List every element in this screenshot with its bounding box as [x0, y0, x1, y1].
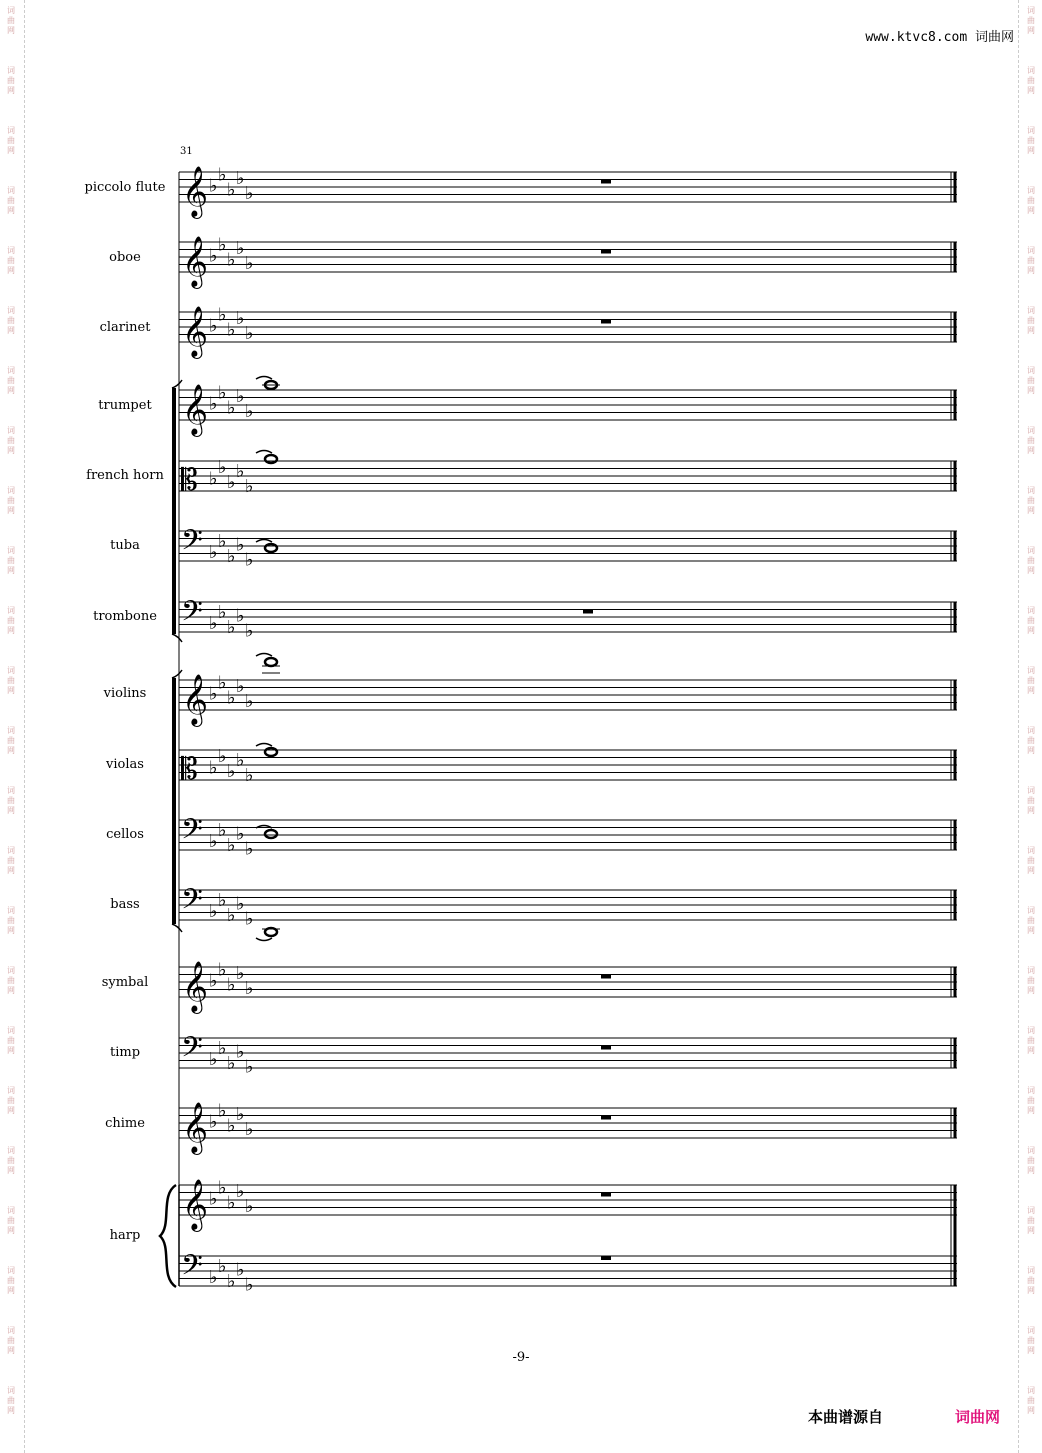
watermark-glyph: 曲	[1027, 916, 1035, 925]
flat-icon: ♭	[209, 393, 218, 415]
flat-icon: ♭	[227, 904, 236, 926]
watermark-glyph: 词	[7, 186, 15, 195]
watermark-glyph: 网	[1027, 986, 1035, 995]
flat-icon: ♭	[236, 308, 245, 329]
watermark-glyph: 曲	[1027, 1276, 1035, 1285]
watermark-glyph: 网	[7, 746, 15, 755]
whole-rest	[601, 250, 611, 254]
watermark-glyph: 曲	[1027, 16, 1035, 25]
watermark-glyph: 网	[7, 86, 15, 95]
watermark-glyph: 网	[1027, 386, 1035, 395]
watermark-glyph: 词	[1027, 606, 1035, 615]
flat-icon: ♭	[218, 164, 227, 186]
alto-clef-icon: 𝄡	[181, 463, 198, 498]
flat-icon: ♭	[236, 749, 245, 771]
watermark-glyph: 网	[1027, 1226, 1035, 1235]
whole-rest	[601, 320, 611, 324]
watermark-glyph: 词	[7, 606, 15, 615]
watermark-glyph: 曲	[1027, 376, 1035, 385]
watermark-glyph: 网	[7, 686, 15, 695]
watermark-glyph: 网	[7, 986, 15, 995]
watermark-glyph: 曲	[7, 1156, 15, 1165]
watermark-glyph: 曲	[7, 976, 15, 985]
watermark-glyph: 词	[1027, 786, 1035, 795]
flat-icon: ♭	[218, 1255, 227, 1277]
flat-icon: ♭	[245, 978, 254, 999]
whole-rest	[583, 610, 593, 614]
flat-icon: ♭	[236, 168, 245, 189]
watermark-glyph: 曲	[1027, 976, 1035, 985]
watermark-glyph: 网	[7, 26, 15, 35]
flat-icon: ♭	[245, 1119, 254, 1140]
watermark-glyph: 网	[1027, 446, 1035, 455]
watermark-glyph: 网	[7, 566, 15, 575]
flat-icon: ♭	[218, 889, 227, 911]
watermark-glyph: 网	[1027, 86, 1035, 95]
flat-icon: ♭	[227, 834, 236, 856]
flat-icon: ♭	[227, 1052, 236, 1074]
flat-icon: ♭	[218, 234, 227, 256]
watermark-glyph: 词	[7, 726, 15, 735]
watermark-glyph: 网	[1027, 506, 1035, 515]
strings-bracket-cap-top	[172, 670, 182, 678]
watermark-glyph: 曲	[1027, 856, 1035, 865]
treble-clef-icon: 𝄞	[182, 674, 209, 725]
watermark-glyph: 词	[7, 786, 15, 795]
site-name[interactable]: 词曲网	[974, 30, 1014, 45]
watermark-glyph: 网	[1027, 866, 1035, 875]
watermark-glyph: 词	[1027, 1146, 1035, 1155]
flat-icon: ♭	[227, 1270, 236, 1292]
watermark-glyph: 曲	[7, 856, 15, 865]
whole-rest	[601, 180, 611, 184]
watermark-glyph: 曲	[1027, 136, 1035, 145]
whole-note	[265, 830, 277, 838]
watermark-glyph: 网	[7, 506, 15, 515]
watermark-glyph: 词	[1027, 186, 1035, 195]
flat-icon: ♭	[245, 691, 254, 712]
watermark-glyph: 曲	[1027, 1036, 1035, 1045]
watermark-glyph: 网	[1027, 146, 1035, 155]
treble-clef-icon: 𝄞	[182, 961, 209, 1012]
watermark-glyph: 网	[1027, 266, 1035, 275]
watermark-glyph: 曲	[7, 1096, 15, 1105]
watermark-glyph: 曲	[7, 676, 15, 685]
measure-number: 31	[180, 146, 193, 157]
watermark-glyph: 曲	[1027, 316, 1035, 325]
watermark-glyph: 曲	[7, 256, 15, 265]
flat-icon: ♭	[245, 838, 254, 860]
watermark-glyph: 词	[7, 1206, 15, 1215]
watermark-glyph: 词	[1027, 666, 1035, 675]
flat-icon: ♭	[245, 764, 254, 786]
instrument-label: bass	[110, 897, 140, 912]
watermark-glyph: 词	[7, 546, 15, 555]
watermark-glyph: 网	[7, 1046, 15, 1055]
watermark-glyph: 词	[7, 1086, 15, 1095]
instrument-label: harp	[109, 1228, 141, 1243]
watermark-glyph: 词	[1027, 1326, 1035, 1335]
watermark-glyph: 网	[7, 266, 15, 275]
tie-arc	[256, 654, 272, 657]
flat-icon: ♭	[209, 1267, 218, 1288]
watermark-glyph: 词	[1027, 1086, 1035, 1095]
flat-icon: ♭	[245, 908, 254, 930]
watermark-glyph: 网	[1027, 1346, 1035, 1355]
watermark-glyph: 网	[7, 1226, 15, 1235]
flat-icon: ♭	[209, 683, 218, 705]
flat-icon: ♭	[209, 757, 218, 779]
flat-icon: ♭	[209, 315, 218, 337]
page-number: -9-	[512, 1350, 530, 1365]
watermark-glyph: 词	[1027, 966, 1035, 975]
watermark-glyph: 网	[1027, 806, 1035, 815]
watermark-glyph: 网	[1027, 1106, 1035, 1115]
alto-clef-icon: 𝄡	[181, 752, 198, 787]
tie-arc	[256, 451, 272, 454]
flat-icon: ♭	[218, 530, 227, 552]
whole-rest	[601, 1193, 611, 1197]
watermark-glyph: 网	[7, 806, 15, 815]
watermark-glyph: 曲	[7, 76, 15, 85]
watermark-glyph: 词	[7, 426, 15, 435]
watermark-glyph: 网	[1027, 1166, 1035, 1175]
flat-icon: ♭	[209, 831, 218, 852]
watermark-glyph: 词	[1027, 1026, 1035, 1035]
instrument-label: tuba	[110, 538, 140, 553]
treble-clef-icon: 𝄞	[182, 166, 209, 217]
watermark-glyph: 网	[7, 1406, 15, 1415]
watermark-glyph: 曲	[1027, 736, 1035, 745]
watermark-glyph: 曲	[1027, 616, 1035, 625]
watermark-glyph: 网	[7, 926, 15, 935]
flat-icon: ♭	[245, 1274, 254, 1296]
whole-rest	[601, 1256, 611, 1260]
flat-icon: ♭	[218, 746, 227, 767]
bass-clef-icon: 𝄢	[181, 524, 203, 564]
flat-icon: ♭	[245, 549, 254, 571]
instrument-label: clarinet	[99, 320, 151, 335]
flat-icon: ♭	[218, 382, 227, 404]
flat-icon: ♭	[209, 613, 218, 634]
flat-icon: ♭	[236, 460, 245, 482]
flat-icon: ♭	[209, 901, 218, 922]
watermark-glyph: 词	[7, 906, 15, 915]
watermark-glyph: 词	[1027, 6, 1035, 15]
brass-bracket-cap-top	[172, 380, 182, 388]
whole-note	[265, 544, 277, 552]
flat-icon: ♭	[227, 319, 236, 341]
flat-icon: ♭	[218, 1037, 227, 1059]
treble-clef-icon: 𝄞	[182, 236, 209, 287]
watermark-glyph: 曲	[7, 616, 15, 625]
flat-icon: ♭	[236, 1104, 245, 1125]
brass-bracket	[172, 388, 176, 634]
watermark-glyph: 词	[7, 126, 15, 135]
watermark-glyph: 词	[7, 306, 15, 315]
watermark-glyph: 曲	[7, 196, 15, 205]
watermark-glyph: 词	[1027, 1206, 1035, 1215]
tie-arc	[256, 744, 272, 747]
watermark-glyph: 词	[1027, 906, 1035, 915]
flat-icon: ♭	[227, 249, 236, 271]
flat-icon: ♭	[209, 468, 218, 490]
watermark-glyph: 曲	[7, 796, 15, 805]
tie-arc	[256, 938, 272, 941]
watermark-glyph: 曲	[1027, 1096, 1035, 1105]
watermark-glyph: 曲	[7, 556, 15, 565]
flat-icon: ♭	[227, 472, 236, 493]
watermark-glyph: 词	[7, 246, 15, 255]
instrument-label: violins	[103, 686, 147, 701]
watermark-glyph: 词	[7, 1146, 15, 1155]
watermark-glyph: 词	[1027, 486, 1035, 495]
flat-icon: ♭	[245, 401, 254, 422]
watermark-glyph: 网	[1027, 1286, 1035, 1295]
flat-icon: ♭	[236, 238, 245, 259]
watermark-glyph: 词	[7, 1266, 15, 1275]
watermark-glyph: 曲	[1027, 256, 1035, 265]
flat-icon: ♭	[245, 323, 254, 344]
watermark-glyph: 词	[7, 966, 15, 975]
watermark-glyph: 词	[7, 366, 15, 375]
watermark-glyph: 网	[7, 866, 15, 875]
instrument-label: trombone	[93, 609, 157, 624]
watermark-glyph: 网	[7, 1346, 15, 1355]
watermark-glyph: 曲	[1027, 436, 1035, 445]
watermark-glyph: 词	[1027, 1266, 1035, 1275]
watermark-glyph: 曲	[7, 1036, 15, 1045]
watermark-glyph: 网	[1027, 566, 1035, 575]
whole-note	[265, 455, 277, 463]
watermark-glyph: 词	[1027, 726, 1035, 735]
flat-icon: ♭	[227, 545, 236, 567]
watermark-glyph: 词	[1027, 546, 1035, 555]
brass-bracket-cap-bottom	[172, 634, 182, 642]
watermark-glyph: 曲	[7, 736, 15, 745]
watermark-glyph: 词	[1027, 66, 1035, 75]
watermark-glyph: 网	[1027, 1406, 1035, 1415]
watermark-glyph: 曲	[7, 436, 15, 445]
footer-site-link[interactable]: 词曲网	[955, 1408, 1001, 1426]
flat-icon: ♭	[209, 245, 218, 267]
whole-rest	[601, 1116, 611, 1120]
watermark-glyph: 网	[7, 1166, 15, 1175]
flat-icon: ♭	[236, 963, 245, 984]
watermark-glyph: 曲	[7, 16, 15, 25]
instrument-label: violas	[106, 757, 144, 772]
flat-icon: ♭	[209, 1188, 218, 1210]
flat-icon: ♭	[209, 1111, 218, 1133]
flat-icon: ♭	[245, 253, 254, 274]
watermark-glyph: 曲	[7, 1396, 15, 1405]
watermark-glyph: 网	[7, 446, 15, 455]
flat-icon: ♭	[236, 893, 245, 915]
instrument-label: cellos	[106, 827, 144, 842]
flat-icon: ♭	[236, 1181, 245, 1202]
watermark-glyph: 词	[7, 1386, 15, 1395]
whole-rest	[601, 975, 611, 979]
flat-icon: ♭	[218, 601, 227, 623]
bass-clef-icon: 𝄢	[181, 595, 203, 635]
bass-clef-icon: 𝄢	[181, 883, 203, 923]
watermark-glyph: 网	[1027, 746, 1035, 755]
flat-icon: ♭	[245, 620, 254, 642]
flat-icon: ♭	[218, 1177, 227, 1199]
watermark-glyph: 曲	[1027, 796, 1035, 805]
flat-icon: ♭	[236, 605, 245, 627]
flat-icon: ♭	[227, 616, 236, 638]
watermark-glyph: 词	[1027, 246, 1035, 255]
flat-icon: ♭	[209, 970, 218, 992]
watermark-glyph: 词	[7, 66, 15, 75]
watermark-glyph: 曲	[7, 1276, 15, 1285]
watermark-glyph: 网	[1027, 686, 1035, 695]
watermark-glyph: 词	[7, 1026, 15, 1035]
flat-icon: ♭	[227, 397, 236, 419]
watermark-glyph: 词	[1027, 426, 1035, 435]
flat-icon: ♭	[218, 304, 227, 326]
bass-clef-icon: 𝄢	[181, 1249, 203, 1289]
flat-icon: ♭	[236, 1259, 245, 1281]
watermark-glyph: 曲	[1027, 1336, 1035, 1345]
watermark-glyph: 词	[7, 846, 15, 855]
watermark-glyph: 曲	[1027, 676, 1035, 685]
watermark-glyph: 词	[7, 486, 15, 495]
bass-clef-icon: 𝄢	[181, 813, 203, 853]
watermark-glyph: 曲	[7, 1216, 15, 1225]
whole-note	[265, 658, 277, 666]
watermark-glyph: 网	[1027, 626, 1035, 635]
watermark-glyph: 网	[7, 146, 15, 155]
watermark-glyph: 词	[1027, 126, 1035, 135]
whole-rest	[601, 1046, 611, 1050]
flat-icon: ♭	[236, 386, 245, 407]
watermark-glyph: 曲	[7, 316, 15, 325]
watermark-glyph: 网	[7, 1106, 15, 1115]
flat-icon: ♭	[218, 672, 227, 694]
flat-icon: ♭	[236, 823, 245, 845]
strings-bracket-cap-bottom	[172, 924, 182, 932]
watermark-glyph: 网	[7, 206, 15, 215]
flat-icon: ♭	[218, 1100, 227, 1122]
instrument-label: piccolo flute	[84, 180, 166, 195]
flat-icon: ♭	[209, 175, 218, 197]
watermark-glyph: 曲	[1027, 1216, 1035, 1225]
watermark-glyph: 词	[7, 1326, 15, 1335]
instrument-label: oboe	[109, 250, 141, 265]
watermark-glyph: 网	[7, 326, 15, 335]
flat-icon: ♭	[218, 457, 227, 478]
watermark-glyph: 曲	[1027, 196, 1035, 205]
flat-icon: ♭	[236, 676, 245, 697]
watermark-glyph: 曲	[7, 1336, 15, 1345]
watermark-glyph: 词	[7, 666, 15, 675]
watermark-glyph: 词	[1027, 366, 1035, 375]
flat-icon: ♭	[227, 1192, 236, 1214]
footer-source-label: 本曲谱源自	[808, 1408, 884, 1426]
strings-bracket	[172, 678, 176, 924]
watermark-glyph: 网	[1027, 26, 1035, 35]
watermark-glyph: 曲	[7, 916, 15, 925]
flat-icon: ♭	[227, 687, 236, 709]
watermark-glyph: 网	[7, 1286, 15, 1295]
treble-clef-icon: 𝄞	[182, 384, 209, 435]
flat-icon: ♭	[209, 542, 218, 563]
flat-icon: ♭	[227, 1115, 236, 1137]
watermark-glyph: 网	[7, 626, 15, 635]
watermark-glyph: 网	[7, 386, 15, 395]
watermark-glyph: 网	[1027, 206, 1035, 215]
treble-clef-icon: 𝄞	[182, 1179, 209, 1230]
flat-icon: ♭	[236, 534, 245, 556]
flat-icon: ♭	[245, 1056, 254, 1078]
flat-icon: ♭	[227, 179, 236, 201]
watermark-glyph: 曲	[7, 136, 15, 145]
watermark-glyph: 词	[1027, 846, 1035, 855]
tie-arc	[256, 540, 272, 543]
watermark-glyph: 网	[1027, 1046, 1035, 1055]
instrument-label: chime	[105, 1116, 145, 1131]
flat-icon: ♭	[227, 974, 236, 996]
watermark-glyph: 网	[1027, 326, 1035, 335]
watermark-glyph: 词	[1027, 1386, 1035, 1395]
watermark-glyph: 曲	[1027, 496, 1035, 505]
flat-icon: ♭	[209, 1049, 218, 1070]
instrument-label: french horn	[86, 468, 164, 483]
watermark-glyph: 曲	[7, 376, 15, 385]
whole-note	[265, 748, 277, 756]
watermark-glyph: 曲	[1027, 1396, 1035, 1405]
flat-icon: ♭	[236, 1041, 245, 1063]
instrument-label: trumpet	[98, 398, 152, 413]
flat-icon: ♭	[245, 1196, 254, 1217]
watermark-glyph: 词	[1027, 306, 1035, 315]
bass-clef-icon: 𝄢	[181, 1031, 203, 1071]
treble-clef-icon: 𝄞	[182, 1102, 209, 1153]
instrument-label: timp	[109, 1045, 141, 1060]
flat-icon: ♭	[227, 761, 236, 782]
watermark-glyph: 网	[1027, 926, 1035, 935]
site-url[interactable]: www.ktvc8.com	[865, 30, 968, 45]
treble-clef-icon: 𝄞	[182, 306, 209, 357]
flat-icon: ♭	[218, 959, 227, 981]
instrument-label: symbal	[101, 975, 149, 990]
watermark-glyph: 词	[7, 6, 15, 15]
watermark-glyph: 曲	[7, 496, 15, 505]
watermark-glyph: 曲	[1027, 1156, 1035, 1165]
flat-icon: ♭	[218, 819, 227, 841]
watermark-glyph: 曲	[1027, 556, 1035, 565]
flat-icon: ♭	[245, 183, 254, 204]
watermark-glyph: 曲	[1027, 76, 1035, 85]
tie-arc	[256, 377, 272, 380]
flat-icon: ♭	[245, 475, 254, 497]
